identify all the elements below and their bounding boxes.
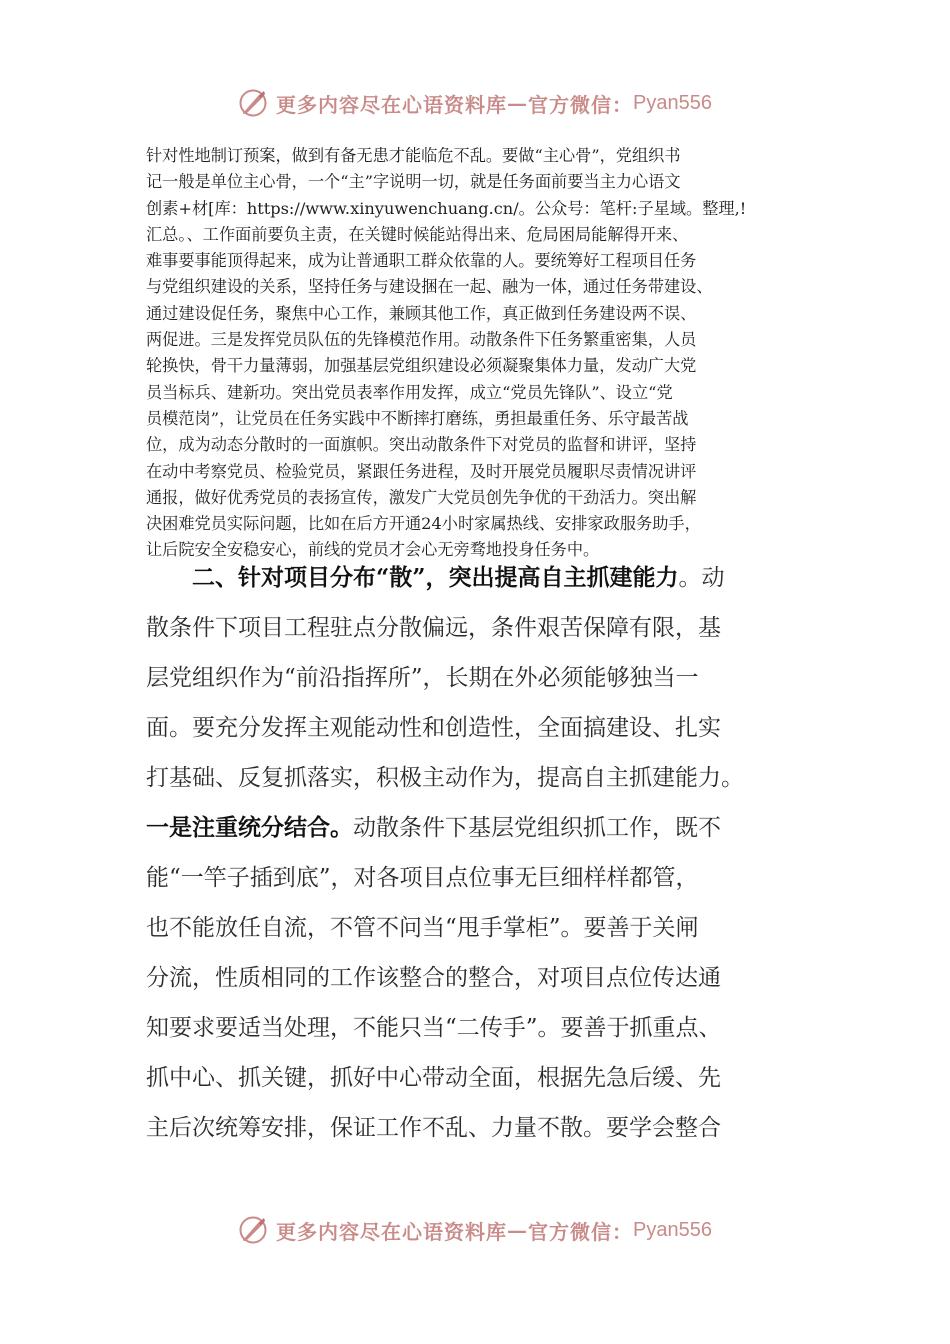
subheading-line	[146, 803, 811, 853]
footer-watermark-banner	[0, 1212, 950, 1248]
paragraph-line: 散条件下项目工程驻点分散偏远，条件艰苦保障有限，基	[146, 615, 721, 641]
large-text-paragraph	[146, 553, 811, 1153]
paragraph-line: 也不能放任自流，不管不问当“甩手掌柜”。要善于关闸	[146, 915, 699, 941]
quill-pen-circle-logo-icon	[238, 1215, 268, 1245]
paragraph-line: 面。要充分发挥主观能动性和创造性，全面搞建设、扎实	[146, 715, 721, 741]
paragraph-line: 汇总。、工作面前要负主责，在关键时候能站得出来、危局困局能解得开来、	[146, 224, 689, 244]
paragraph-line: 记一般是单位主心骨，一个“主”字说明一切，就是任务面前要当主力心语文	[146, 172, 681, 192]
paragraph-line: 与党组织建设的关系，坚持任务与建设捆在一起、融为一体，通过任务带建设、	[146, 277, 713, 297]
paragraph-line: 能“一竿子插到底”，对各项目点位事无巨细样样都管，	[146, 865, 699, 891]
paragraph-line: 两促进。三是发挥党员队伍的先锋模范作用。动散条件下任务繁重密集，人员	[146, 330, 697, 350]
banner-sub-text: 官方微信：	[528, 92, 634, 117]
paragraph-line: 抓中心、抓关键，抓好中心带动全面，根据先急后缓、先	[146, 1065, 721, 1091]
paragraph-line: 打基础、反复抓落实，积极主动作为，提高自主抓建能力。	[146, 765, 744, 791]
paragraph-line: 让后院安全安稳安心，前线的党员才会心无旁骛地投身任务中。	[146, 540, 600, 560]
banner-wechat-handle: Pyan556	[633, 1218, 712, 1241]
paragraph-line: 主后次统筹安排，保证工作不乱、力量不散。要学会整合	[146, 1115, 721, 1141]
paragraph-line: 员模范岗”，让党员在任务实践中不断摔打磨练，勇担最重任务、乐守最苦战	[146, 408, 689, 428]
paragraph-line: 轮换快，骨干力量薄弱，加强基层党组织建设必须凝聚集体力量，发动广大党	[146, 356, 697, 376]
paragraph-line: 通过建设促任务，聚焦中心工作，兼顾其他工作，真正做到任务建设两不误、	[146, 303, 697, 323]
paragraph-line: 针对性地制订预案，做到有备无患才能临危不乱。要做“主心骨”，党组织书	[146, 146, 681, 165]
quill-pen-circle-logo-icon	[238, 88, 268, 118]
paragraph-line: 在动中考察党员、检验党员，紧跟任务进程，及时开展党员履职尽责情况讲评	[146, 461, 697, 481]
banner-main-text: 更多内容尽在心语资料库	[276, 92, 508, 117]
paragraph-line: 决困难党员实际问题，比如在后方开通24小时家属热线、安排家政服务助手，	[146, 514, 701, 534]
paragraph-line: 员当标兵、建新功。突出党员表率作用发挥，成立“党员先锋队”、设立“党	[146, 382, 673, 402]
paragraph-line: 难事要事能顶得起来，成为让普通职工群众依靠的人。要统筹好工程项目任务	[146, 251, 697, 271]
small-text-paragraph	[146, 143, 811, 564]
section-heading: 二、针对项目分布“散”，突出提高自主抓建能力	[192, 564, 679, 591]
header-watermark-banner	[0, 85, 950, 121]
paragraph-line: 通报，做好优秀党员的表扬宣传，激发广大党员创先争优的干劲活力。突出解	[146, 487, 697, 507]
subheading-tail: 动散条件下基层党组织抓工作，既不	[353, 815, 721, 841]
banner-wechat-handle: Pyan556	[633, 91, 712, 114]
paragraph-line: 知要求要适当处理，不能只当“二传手”。要善于抓重点、	[146, 1015, 722, 1041]
banner-dash: —	[507, 91, 529, 115]
section-heading-line	[146, 553, 811, 603]
paragraph-line: 位，成为动态分散时的一面旗帜。突出动散条件下对党员的监督和讲评，坚持	[146, 435, 697, 455]
banner-sub-text: 官方微信：	[528, 1219, 634, 1244]
subheading: 一是注重统分结合。	[146, 814, 353, 841]
paragraph-line: 层党组织作为“前沿指挥所”，长期在外必须能够独当一	[146, 665, 699, 691]
paragraph-line: 分流，性质相同的工作该整合的整合，对项目点位传达通	[146, 965, 721, 991]
banner-main-text: 更多内容尽在心语资料库	[276, 1219, 508, 1244]
section-heading-tail: 。动	[678, 565, 725, 591]
banner-dash: —	[507, 1218, 529, 1242]
paragraph-line: 创素+材[库：https://www.xinyuwenchuang.cn/。公众号：笔杆:子星域。整理,!	[146, 198, 747, 218]
